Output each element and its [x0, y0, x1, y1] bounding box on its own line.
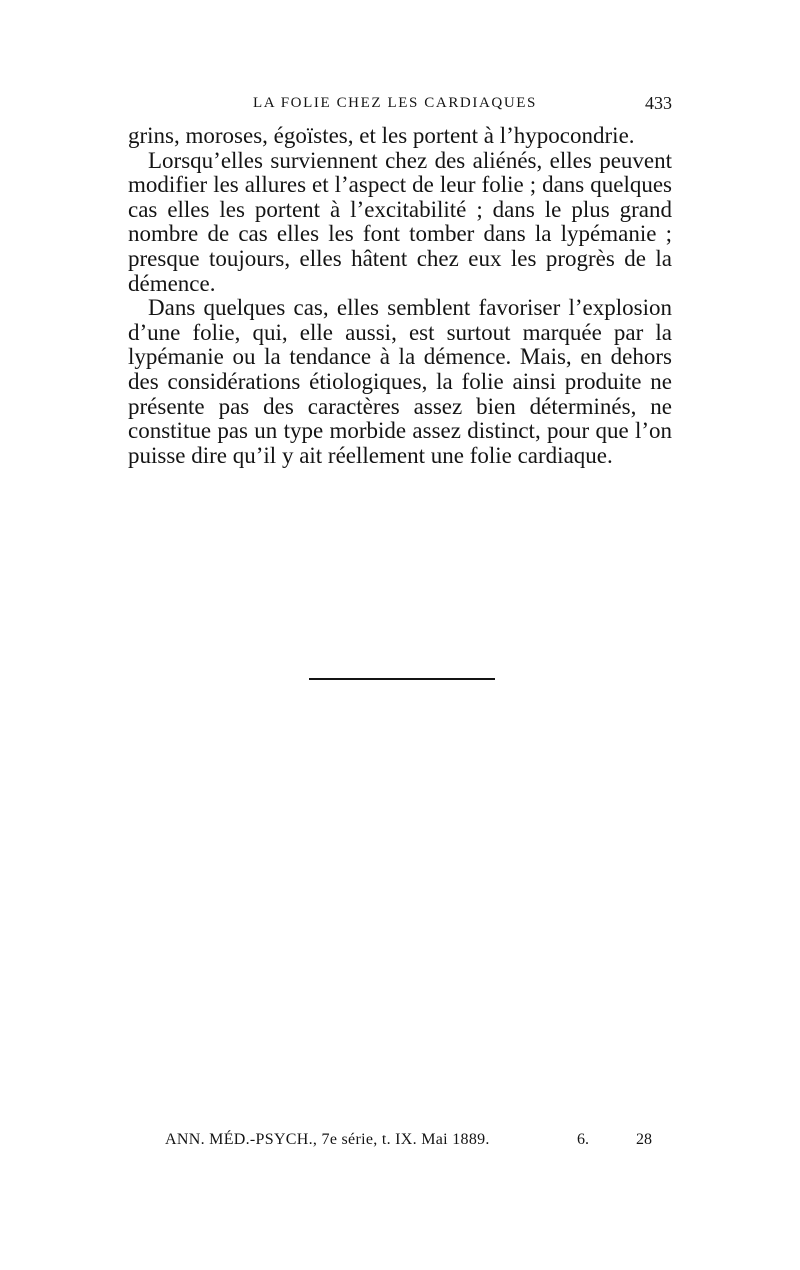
footer-sheet-number: 28	[636, 1131, 652, 1148]
footer-signature-mark: 6.	[577, 1131, 589, 1148]
body-text	[128, 124, 672, 468]
footer-citation: ANN. MÉD.-PSYCH., 7e série, t. IX. Mai 1889.	[165, 1131, 490, 1148]
section-end-rule	[309, 678, 495, 680]
running-header	[128, 93, 672, 117]
paragraph: Lorsqu’elles surviennent chez des aliénés, elles peuvent modifier les allures et l’aspect de leur folie ; dans quelques cas elles les portent à l’excitabilité ; dans le plus grand nombre de cas elles les font tomber dans la lypémanie ; presque toujours, elles hâtent chez eux les progrès de la démence.	[128, 147, 672, 296]
running-title: LA FOLIE CHEZ LES CARDIAQUES	[253, 95, 537, 111]
page-number: 433	[645, 93, 672, 113]
paragraph-continuation: grins, moroses, égoïstes, et les portent à l’hypocondrie.	[128, 123, 635, 148]
signature-footer	[165, 1131, 652, 1153]
paragraph: Dans quelques cas, elles semblent favoriser l’explosion d’une folie, qui, elle aussi, est surtout marquée par la lypémanie ou la tendance à la démence. Mais, en dehors des considérations étiologiques, la folie ainsi produite ne présente pas des caractères assez bien déterminés, ne constitue pas un type morbide assez distinct, pour que l’on puisse dire qu’il y ait réellement une folie cardiaque.	[128, 295, 672, 468]
